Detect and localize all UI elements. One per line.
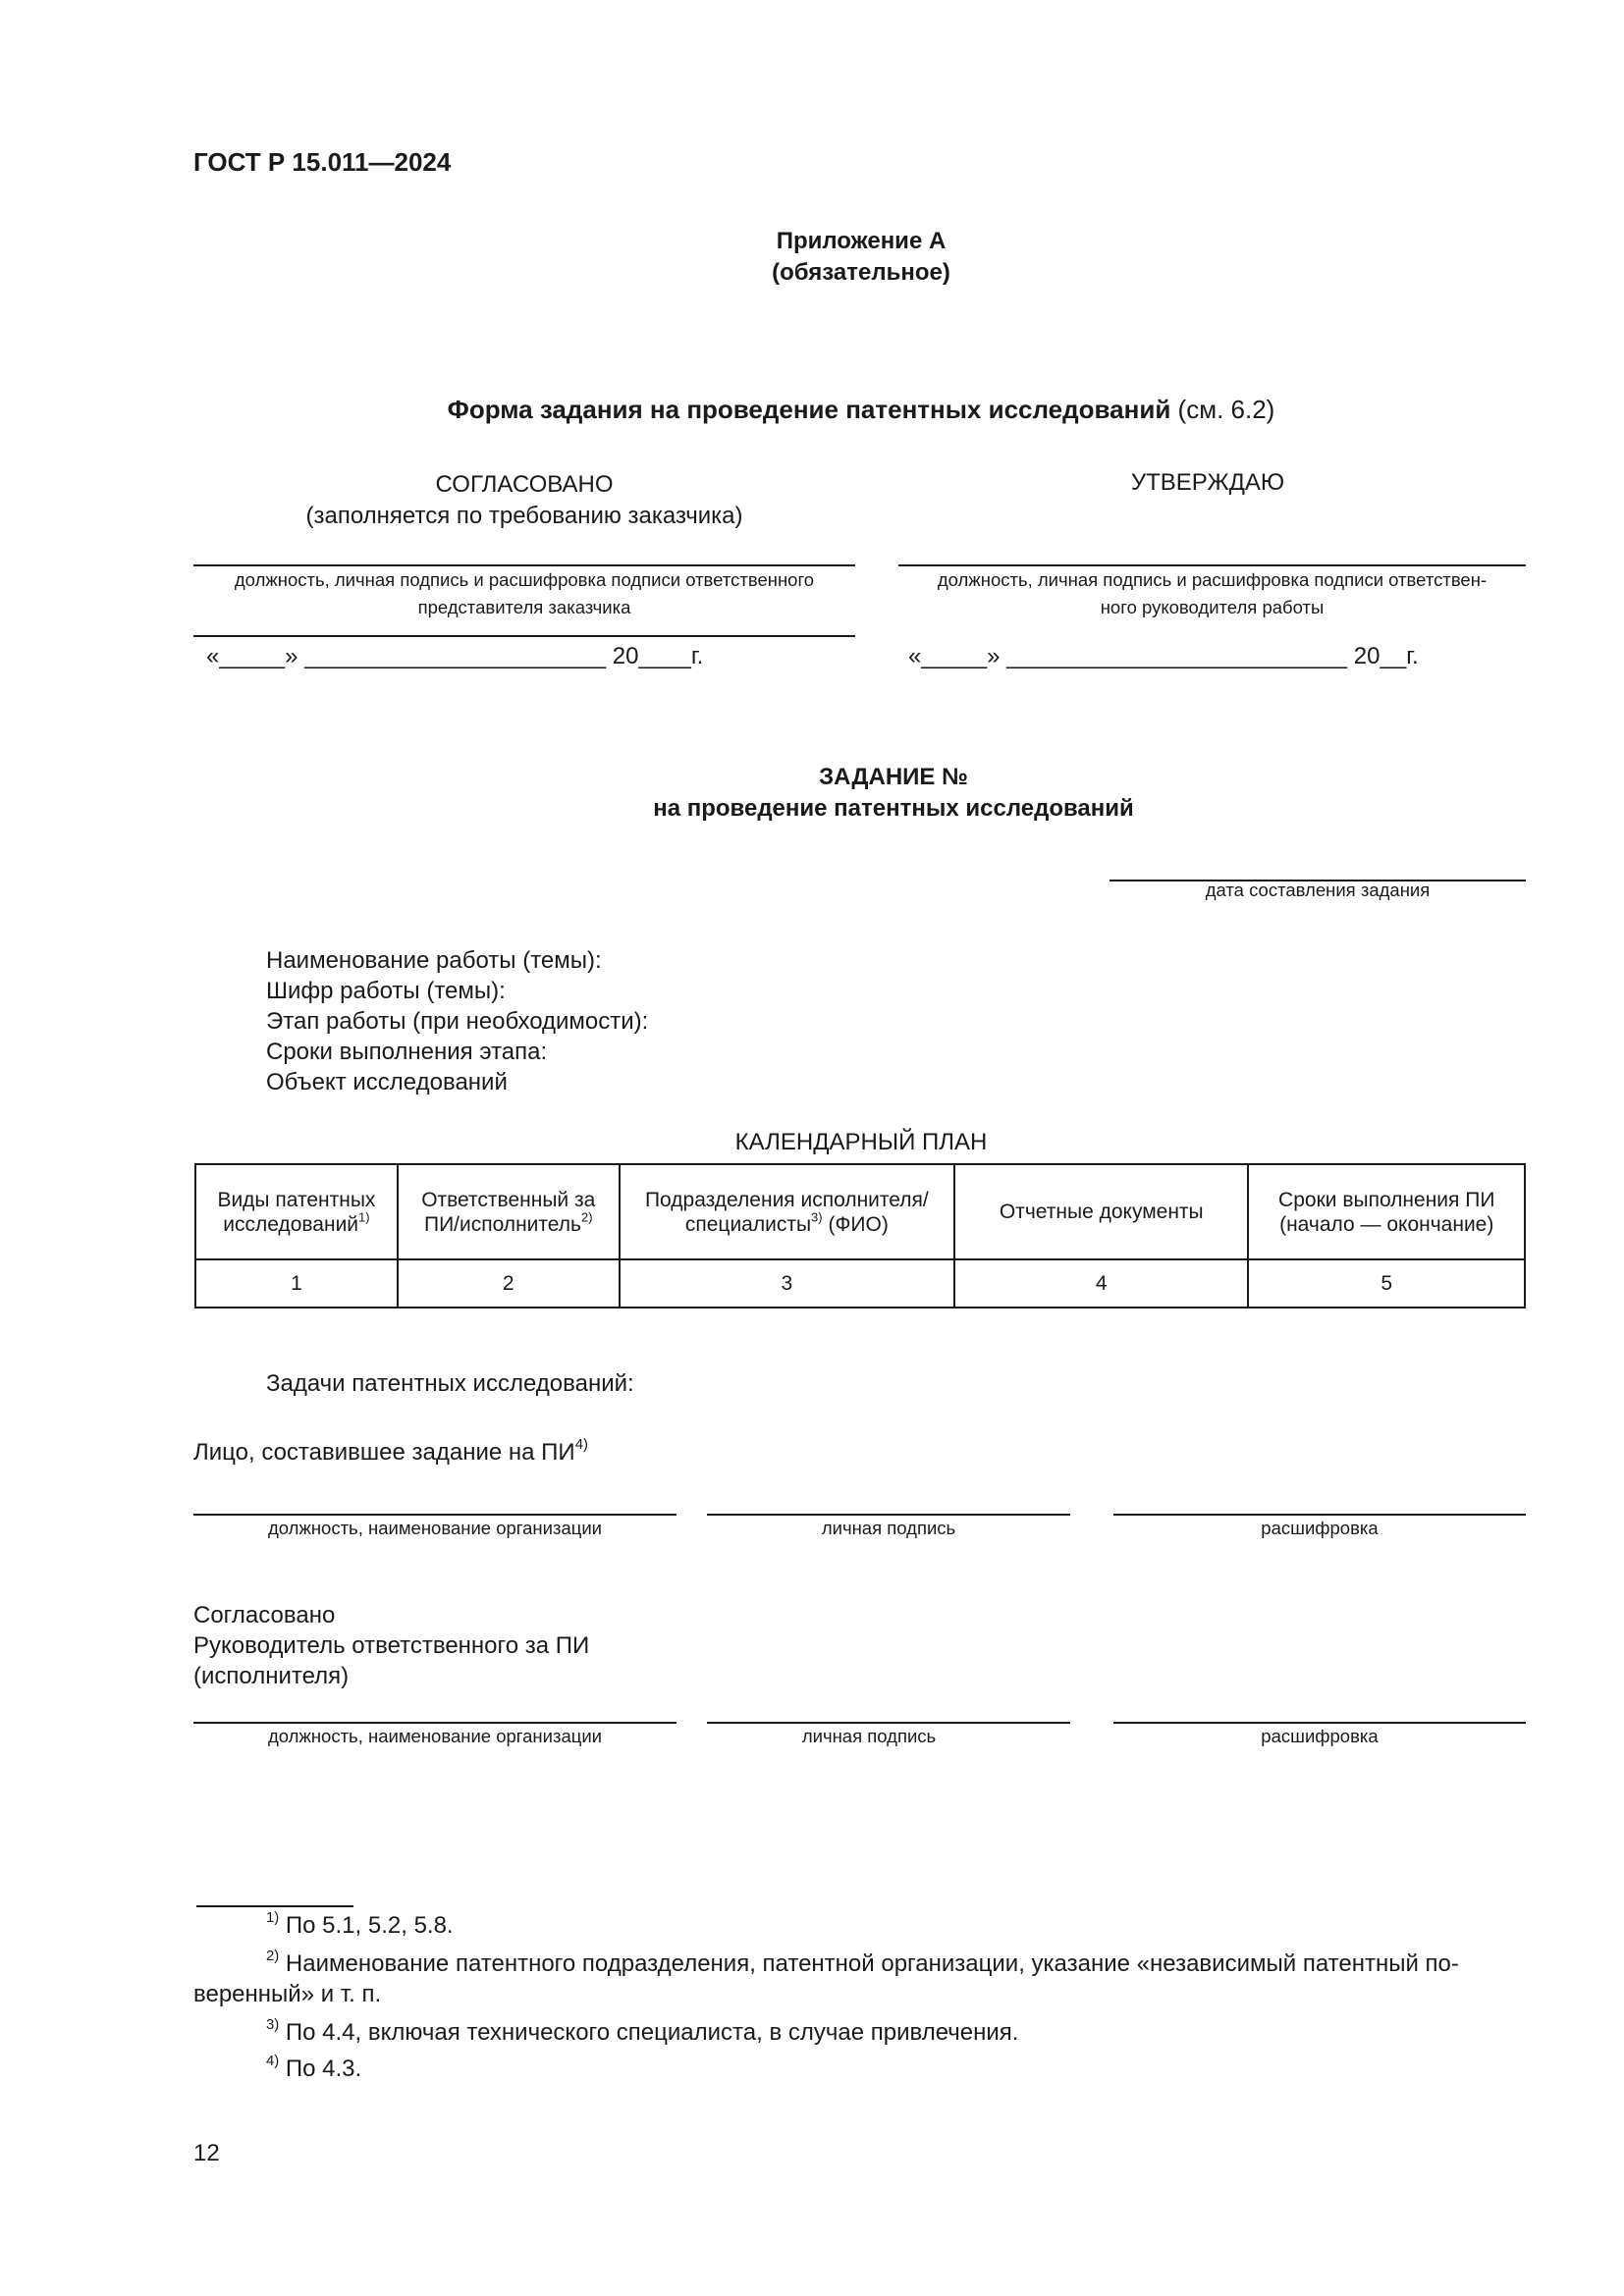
footnote-ref-3: 3) — [811, 1208, 823, 1224]
footnote-3 — [193, 2017, 1529, 2048]
col-number-4: 4 — [954, 1259, 1248, 1308]
footnote-4 — [193, 2054, 1529, 2084]
agreed-block-heading — [193, 469, 855, 532]
sig1-position-caption: должность, наименование организации — [267, 1518, 603, 1538]
plan-title: КАЛЕНДАРНЫЙ ПЛАН — [734, 1129, 988, 1155]
agreed2-line3: (исполнителя) — [193, 1663, 350, 1689]
footnote-ref-1: 1) — [358, 1208, 370, 1224]
agreed2-line1: Согласовано — [193, 1602, 336, 1629]
sig2-signature-line[interactable] — [707, 1722, 1070, 1724]
col-number-5: 5 — [1248, 1259, 1525, 1308]
sig1-decoding-line[interactable] — [1113, 1514, 1526, 1516]
col-number-2: 2 — [398, 1259, 620, 1308]
col-research-types-line1: Виды патентных — [217, 1188, 376, 1211]
agreed-date-field[interactable]: «_____» _______________________ 20____г. — [206, 643, 704, 669]
footnote-ref-4: 4) — [574, 1436, 588, 1453]
person-label — [193, 1436, 588, 1467]
approve-title: УТВЕРЖДАЮ — [1130, 469, 1285, 496]
sig2-signature-caption: личная подпись — [801, 1726, 937, 1746]
col-deadlines-line1: Сроки выполнения ПИ — [1278, 1188, 1495, 1211]
footnote-4-mark: 4) — [266, 2053, 280, 2069]
col-research-types-text: исследований — [223, 1212, 359, 1236]
sig2-decoding-line[interactable] — [1113, 1722, 1526, 1724]
agreed-caption-bottom-line — [193, 635, 855, 637]
footnote-separator — [196, 1905, 353, 1907]
field-work-name: Наименование работы (темы): — [266, 947, 602, 974]
task-heading — [491, 762, 1296, 825]
agreed2-line2: Руководитель ответственного за ПИ — [193, 1632, 590, 1659]
document-header: ГОСТ Р 15.011—2024 — [193, 147, 452, 177]
col-research-types — [195, 1164, 398, 1259]
col-report-docs: Отчетные документы — [954, 1164, 1248, 1259]
appendix-subtitle: (обязательное) — [772, 259, 950, 286]
agreed-caption — [193, 566, 855, 621]
footnote-1 — [193, 1910, 1529, 1941]
agreed-title: СОГЛАСОВАНО — [435, 471, 614, 498]
col-deadlines-line2: (начало — окончание) — [1279, 1212, 1494, 1236]
task-fields — [266, 945, 648, 1097]
agreed-supervisor-block — [193, 1600, 589, 1691]
footnote-2 — [193, 1949, 1529, 2009]
footnote-3-mark: 3) — [266, 2016, 280, 2033]
footnote-2-line2: веренный» и т. п. — [193, 1981, 382, 2007]
task-date-caption: дата составления задания — [1205, 880, 1431, 900]
appendix-title: Приложение А — [776, 228, 947, 254]
footnote-2-line1 — [193, 1949, 1529, 1979]
col-deadlines — [1248, 1164, 1525, 1259]
sig2-position-line[interactable] — [193, 1722, 677, 1724]
field-work-stage: Этап работы (при необходимости): — [266, 1008, 649, 1035]
calendar-plan-table — [194, 1163, 1526, 1308]
sig1-decoding-caption: расшифровка — [1261, 1518, 1379, 1538]
footnote-1-text: По 5.1, 5.2, 5.8. — [279, 1912, 454, 1939]
col-research-types-line2 — [202, 1208, 391, 1237]
sig2-decoding-caption: расшифровка — [1261, 1726, 1379, 1746]
table-number-row — [195, 1259, 1525, 1308]
col-responsible-line1: Ответственный за — [421, 1188, 596, 1211]
col-responsible-line2 — [405, 1208, 613, 1237]
footnote-2-text: Наименование патентного подразделения, патентной организации, указание «независимый патентный по- — [279, 1950, 1459, 1977]
footnote-3-text: По 4.4, включая технического специалиста, в случае привлечения. — [279, 2019, 1019, 2046]
col-divisions-text: специалисты — [684, 1212, 812, 1236]
approve-caption-line2: ного руководителя работы — [1100, 597, 1325, 617]
table-header-row — [195, 1164, 1525, 1259]
sig1-position-line[interactable] — [193, 1514, 677, 1516]
approve-date-field[interactable]: «_____» __________________________ 20__г. — [908, 643, 1419, 669]
footnote-1-mark: 1) — [266, 1909, 280, 1926]
form-title-text: Форма задания на проведение патентных исследований — [447, 395, 1171, 424]
task-subtitle: на проведение патентных исследований — [653, 795, 1134, 822]
col-divisions-line2 — [626, 1208, 947, 1237]
footnote-4-text: По 4.3. — [279, 2056, 362, 2082]
task-title: ЗАДАНИЕ № — [819, 764, 968, 790]
col-divisions — [620, 1164, 954, 1259]
col-responsible-text: ПИ/исполнитель — [423, 1212, 581, 1236]
sig1-signature-caption: личная подпись — [821, 1518, 956, 1538]
col-responsible — [398, 1164, 620, 1259]
col-divisions-fio: (ФИО) — [822, 1212, 889, 1236]
col-number-3: 3 — [620, 1259, 954, 1308]
footnote-2-mark: 2) — [266, 1948, 280, 1964]
col-number-1: 1 — [195, 1259, 398, 1308]
field-work-code: Шифр работы (темы): — [266, 978, 506, 1004]
col-divisions-line1: Подразделения исполнителя/ — [644, 1188, 929, 1211]
field-stage-deadlines: Сроки выполнения этапа: — [266, 1039, 548, 1065]
appendix-heading — [665, 226, 1057, 289]
form-title — [193, 395, 1529, 425]
field-research-object: Объект исследований — [266, 1069, 508, 1095]
approve-caption-line1: должность, личная подпись и расшифровка подписи ответствен- — [937, 569, 1488, 590]
tasks-label: Задачи патентных исследований: — [266, 1370, 634, 1397]
agreed-caption-line2: представителя заказчика — [417, 597, 631, 617]
person-label-text: Лицо, составившее задание на ПИ — [193, 1439, 575, 1466]
sig1-signature-line[interactable] — [707, 1514, 1070, 1516]
agreed-note: (заполняется по требованию заказчика) — [305, 503, 743, 529]
footnote-ref-2: 2) — [580, 1208, 593, 1224]
sig2-position-caption: должность, наименование организации — [267, 1726, 603, 1746]
page-number: 12 — [193, 2140, 220, 2166]
form-title-ref: (см. 6.2) — [1170, 395, 1275, 424]
agreed-caption-line1: должность, личная подпись и расшифровка подписи ответственного — [234, 569, 815, 590]
approve-caption — [898, 566, 1526, 621]
